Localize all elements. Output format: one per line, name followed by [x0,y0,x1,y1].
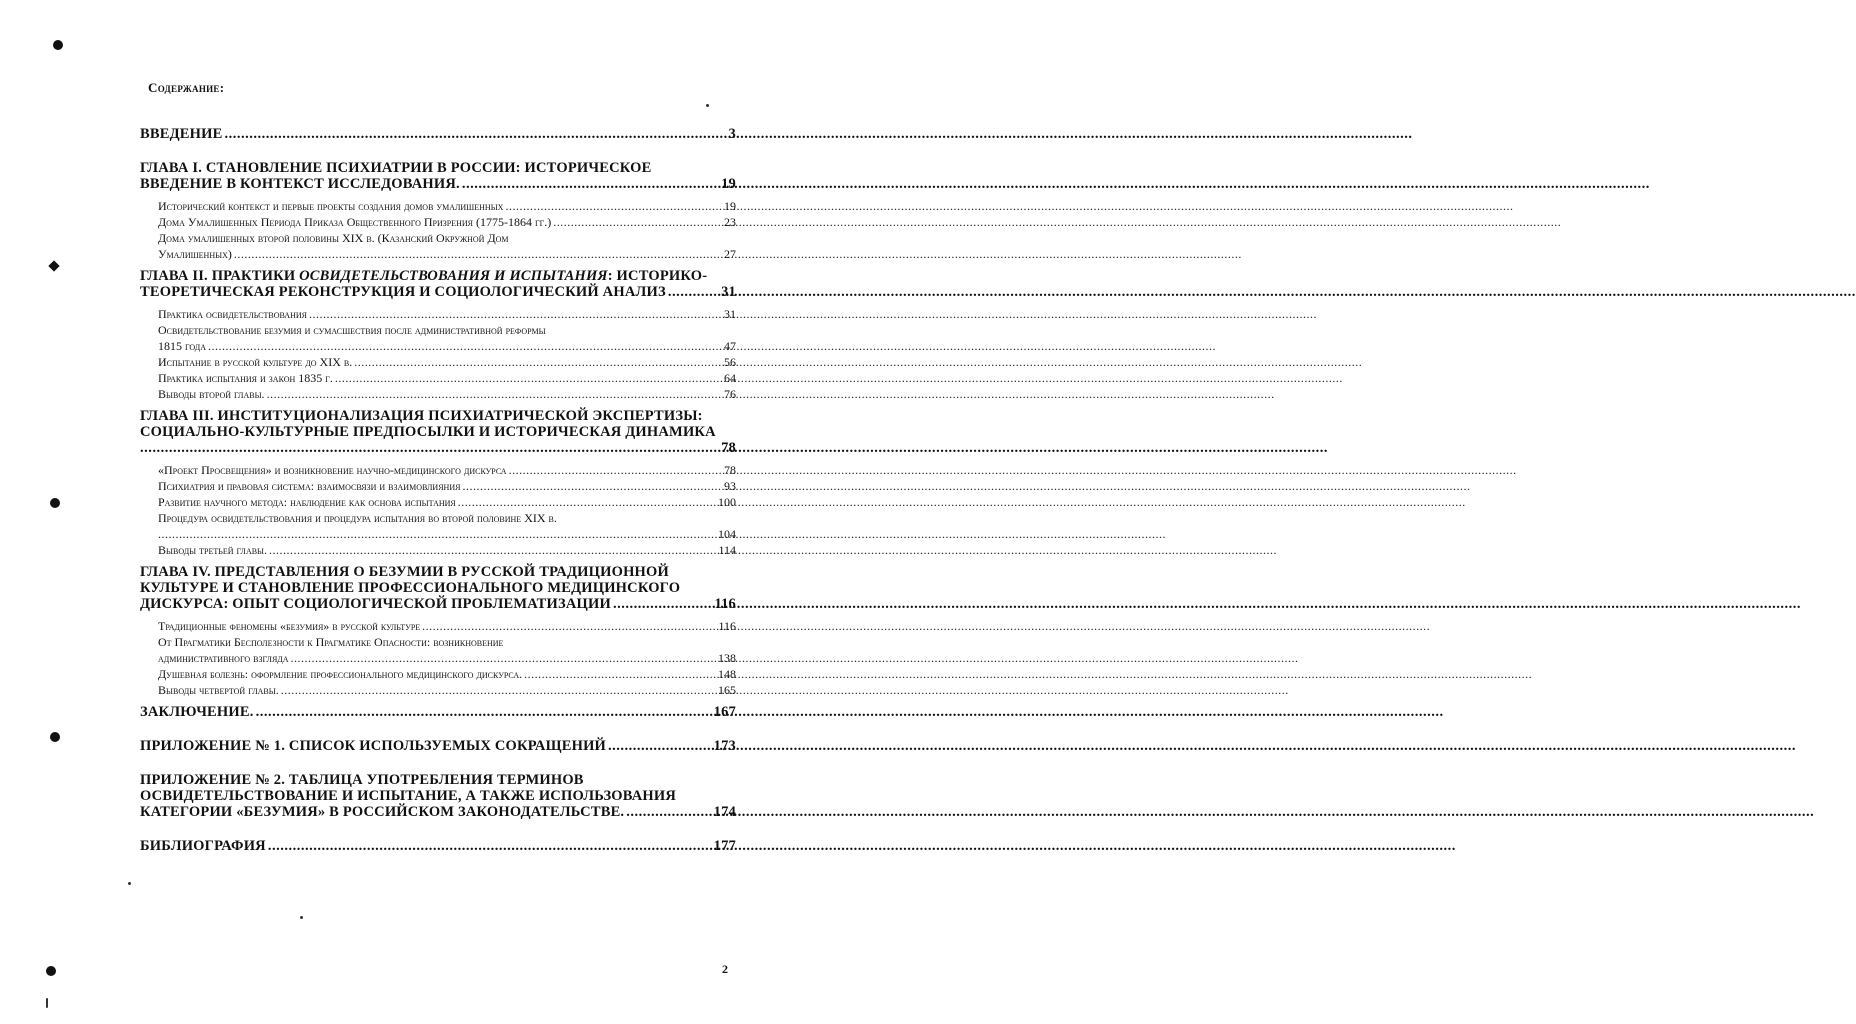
dot-leader [422,618,716,634]
entry-title: Выводы третьей главы. [158,543,268,557]
entry-title-line: ГЛАВА I. СТАНОВЛЕНИЕ ПСИХИАТРИИ В РОССИИ: ИСТОРИЧЕСКОЕ [140,160,652,176]
dot-leader [140,440,719,456]
page-ref: 104 [718,527,736,541]
dot-leader [613,596,712,612]
entry-title-line: ПРИЛОЖЕНИЕ № 2. ТАБЛИЦА УПОТРЕБЛЕНИЯ ТЕРМИНОВ [140,772,584,788]
entry-title-line: Дома умалишенных второй половины XIX в. (Казанский Окружной Дом [158,231,509,245]
toc-subentry[interactable] [140,198,736,214]
toc-entry-conclusion[interactable] [140,704,736,720]
dot-leader [553,214,722,230]
dot-leader [458,494,716,510]
entry-title: Выводы четвертой главы. [158,683,279,697]
toc-subentry[interactable] [140,618,736,634]
toc-subentry[interactable] [140,386,736,402]
entry-title: Традиционные феномены «безумия» в русской культуре [158,619,421,633]
toc-entry-chapter-1[interactable] [140,160,736,192]
dot-leader [281,682,716,698]
entry-title-line: ДИСКУРСА: ОПЫТ СОЦИОЛОГИЧЕСКОЙ ПРОБЛЕМАТИЗАЦИИ [140,596,611,612]
entry-title-line: ОСВИДЕТЕЛЬСТВОВАНИЕ И ИСПЫТАНИЕ, А ТАКЖЕ ИСПОЛЬЗОВАНИЯ [140,788,677,804]
toc-entry-appendix-1[interactable] [140,738,736,754]
page-ref: 165 [718,683,736,697]
page-ref: 19 [724,199,736,213]
toc-entry-chapter-3[interactable] [140,408,736,456]
dot-leader [234,246,722,262]
entry-title: Дома Умалишенных Периода Приказа Общественного Призрения (1775-1864 гг.) [158,215,552,229]
dot-leader [462,478,722,494]
page-ref: 138 [718,651,736,665]
page-number: 2 [722,962,728,976]
dot-leader [335,370,722,386]
hole-punch-mark [53,40,63,50]
entry-title: БИБЛИОГРАФИЯ [140,838,266,854]
hole-punch-mark [50,732,60,742]
toc-entry-introduction[interactable] [140,126,736,142]
dot-leader [668,284,719,300]
page-ref: 116 [718,619,736,633]
entry-title: Практика испытания и закон 1835 г. [158,371,333,385]
entry-title-line: 1815 года [158,339,207,353]
page-ref: 19 [721,176,736,192]
dot-leader [208,338,722,354]
toc-subentry[interactable] [140,682,736,698]
toc-subentry[interactable] [140,542,736,558]
title-part: : ИСТОРИКО- [607,268,708,284]
entry-title-line: ГЛАВА IV. ПРЕДСТАВЛЕНИЯ О БЕЗУМИИ В РУССКОЙ ТРАДИЦИОННОЙ [140,564,669,580]
entry-title: ЗАКЛЮЧЕНИЕ. [140,704,254,720]
entry-title: Испытание в русской культуре до XIX в. [158,355,353,369]
dot-leader [524,666,716,682]
toc-subentry[interactable] [140,354,736,370]
toc-subentry[interactable] [140,306,736,322]
entry-title-line [140,268,736,284]
page-ref: 31 [721,284,736,300]
scan-speck [128,882,131,885]
page-ref: 100 [718,495,736,509]
toc-subentry[interactable] [140,230,736,262]
dot-leader [225,126,727,142]
toc-subentry[interactable] [140,510,736,542]
page-ref: 167 [713,704,736,720]
page-ref: 76 [724,387,736,401]
scan-speck [46,998,48,1008]
toc-title: Содержание: [148,80,225,95]
entry-title-line: Освидетельствование безумия и сумасшествия после административной реформы [158,323,546,337]
entry-title: Выводы второй главы. [158,387,265,401]
toc-subentry[interactable] [140,214,736,230]
entry-title-line: Умалишенных) [158,247,232,261]
dot-leader [462,176,719,192]
dot-leader [509,462,722,478]
dot-leader [158,526,716,542]
dot-leader [354,354,722,370]
dot-leader [626,804,711,820]
toc-entry-chapter-2[interactable] [140,268,736,300]
page-ref: 31 [724,307,736,321]
entry-title-line: ГЛАВА III. ИНСТИТУЦИОНАЛИЗАЦИЯ ПСИХИАТРИЧЕСКОЙ ЭКСПЕРТИЗЫ: [140,408,703,424]
toc-entry-appendix-2[interactable] [140,772,736,820]
dot-leader [267,386,722,402]
page-ref: 78 [721,440,736,456]
page-ref: 93 [724,479,736,493]
entry-title: Исторический контекст и первые проекты создания домов умалишенных [158,199,504,213]
toc-entry-chapter-4[interactable] [140,564,736,612]
scan-speck [300,916,303,919]
entry-title: Душевная болезнь: оформление профессионального медицинского дискурса. [158,667,523,681]
page-ref: 114 [718,543,736,557]
dot-leader [608,738,712,754]
dot-leader [268,838,712,854]
entry-title: «Проект Просвещения» и возникновение научно-медицинского дискурса [158,463,507,477]
entry-title-line: ТЕОРЕТИЧЕСКАЯ РЕКОНСТРУКЦИЯ И СОЦИОЛОГИЧЕСКИЙ АНАЛИЗ [140,284,666,300]
toc-subentry[interactable] [140,666,736,682]
toc-subentry[interactable] [140,634,736,666]
entry-title-line: СОЦИАЛЬНО-КУЛЬТУРНЫЕ ПРЕДПОСЫЛКИ И ИСТОРИЧЕСКАЯ ДИНАМИКА [140,424,716,440]
hole-punch-mark [50,498,60,508]
page-ref: 116 [714,596,736,612]
entry-title-line: КУЛЬТУРЕ И СТАНОВЛЕНИЕ ПРОФЕССИОНАЛЬНОГО МЕДИЦИНСКОГО [140,580,681,596]
page-ref: 148 [718,667,736,681]
dot-leader [309,306,722,322]
toc-subentry[interactable] [140,462,736,478]
toc-subentry[interactable] [140,494,736,510]
toc-entry-bibliography[interactable] [140,838,736,854]
entry-title-line: ВВЕДЕНИЕ В КОНТЕКСТ ИССЛЕДОВАНИЯ. [140,176,460,192]
entry-title: ВВЕДЕНИЕ [140,126,223,142]
entry-title: ПРИЛОЖЕНИЕ № 1. СПИСОК ИСПОЛЬЗУЕМЫХ СОКРАЩЕНИЙ [140,738,607,754]
toc-subentry[interactable] [140,322,736,354]
toc-subentry[interactable] [140,370,736,386]
hole-punch-mark [46,966,56,976]
page-ref: 174 [713,804,736,820]
entry-title-line: От Прагматики Бесполезности к Прагматике Опасности: возникновение [158,635,504,649]
entry-title-line: Процедура освидетельствования и процедура испытания во второй половине XIX в. [158,511,557,525]
document-page [0,0,792,1024]
page-ref: 56 [724,355,736,369]
page-ref: 23 [724,215,736,229]
dot-leader [269,542,716,558]
page-ref: 27 [724,247,736,261]
toc-subentry[interactable] [140,478,736,494]
table-of-contents [140,126,736,854]
dot-leader [291,650,716,666]
entry-title-line: административного взгляда [158,651,289,665]
entry-title: Психиатрия и правовая система: взаимосвязи и взаимовлияния [158,479,461,493]
entry-title-line: КАТЕГОРИИ «БЕЗУМИЯ» В РОССИЙСКОМ ЗАКОНОДАТЕЛЬСТВЕ. [140,804,625,820]
title-part: ГЛАВА II. ПРАКТИКИ [140,268,300,284]
page-ref: 78 [724,463,736,477]
entry-title: Практика освидетельствования [158,307,307,321]
scan-speck [706,104,709,107]
dot-leader [256,704,712,720]
page-ref: 3 [728,126,736,142]
hole-punch-mark [48,260,59,271]
page-ref: 177 [713,838,736,854]
entry-title: Развитие научного метода: наблюдение как основа испытания [158,495,456,509]
page-ref: 47 [724,339,736,353]
page-ref: 64 [724,371,736,385]
page-ref: 173 [713,738,736,754]
dot-leader [505,198,722,214]
title-part-italic: ОСВИДЕТЕЛЬСТВОВАНИЯ И ИСПЫТАНИЯ [299,268,608,284]
